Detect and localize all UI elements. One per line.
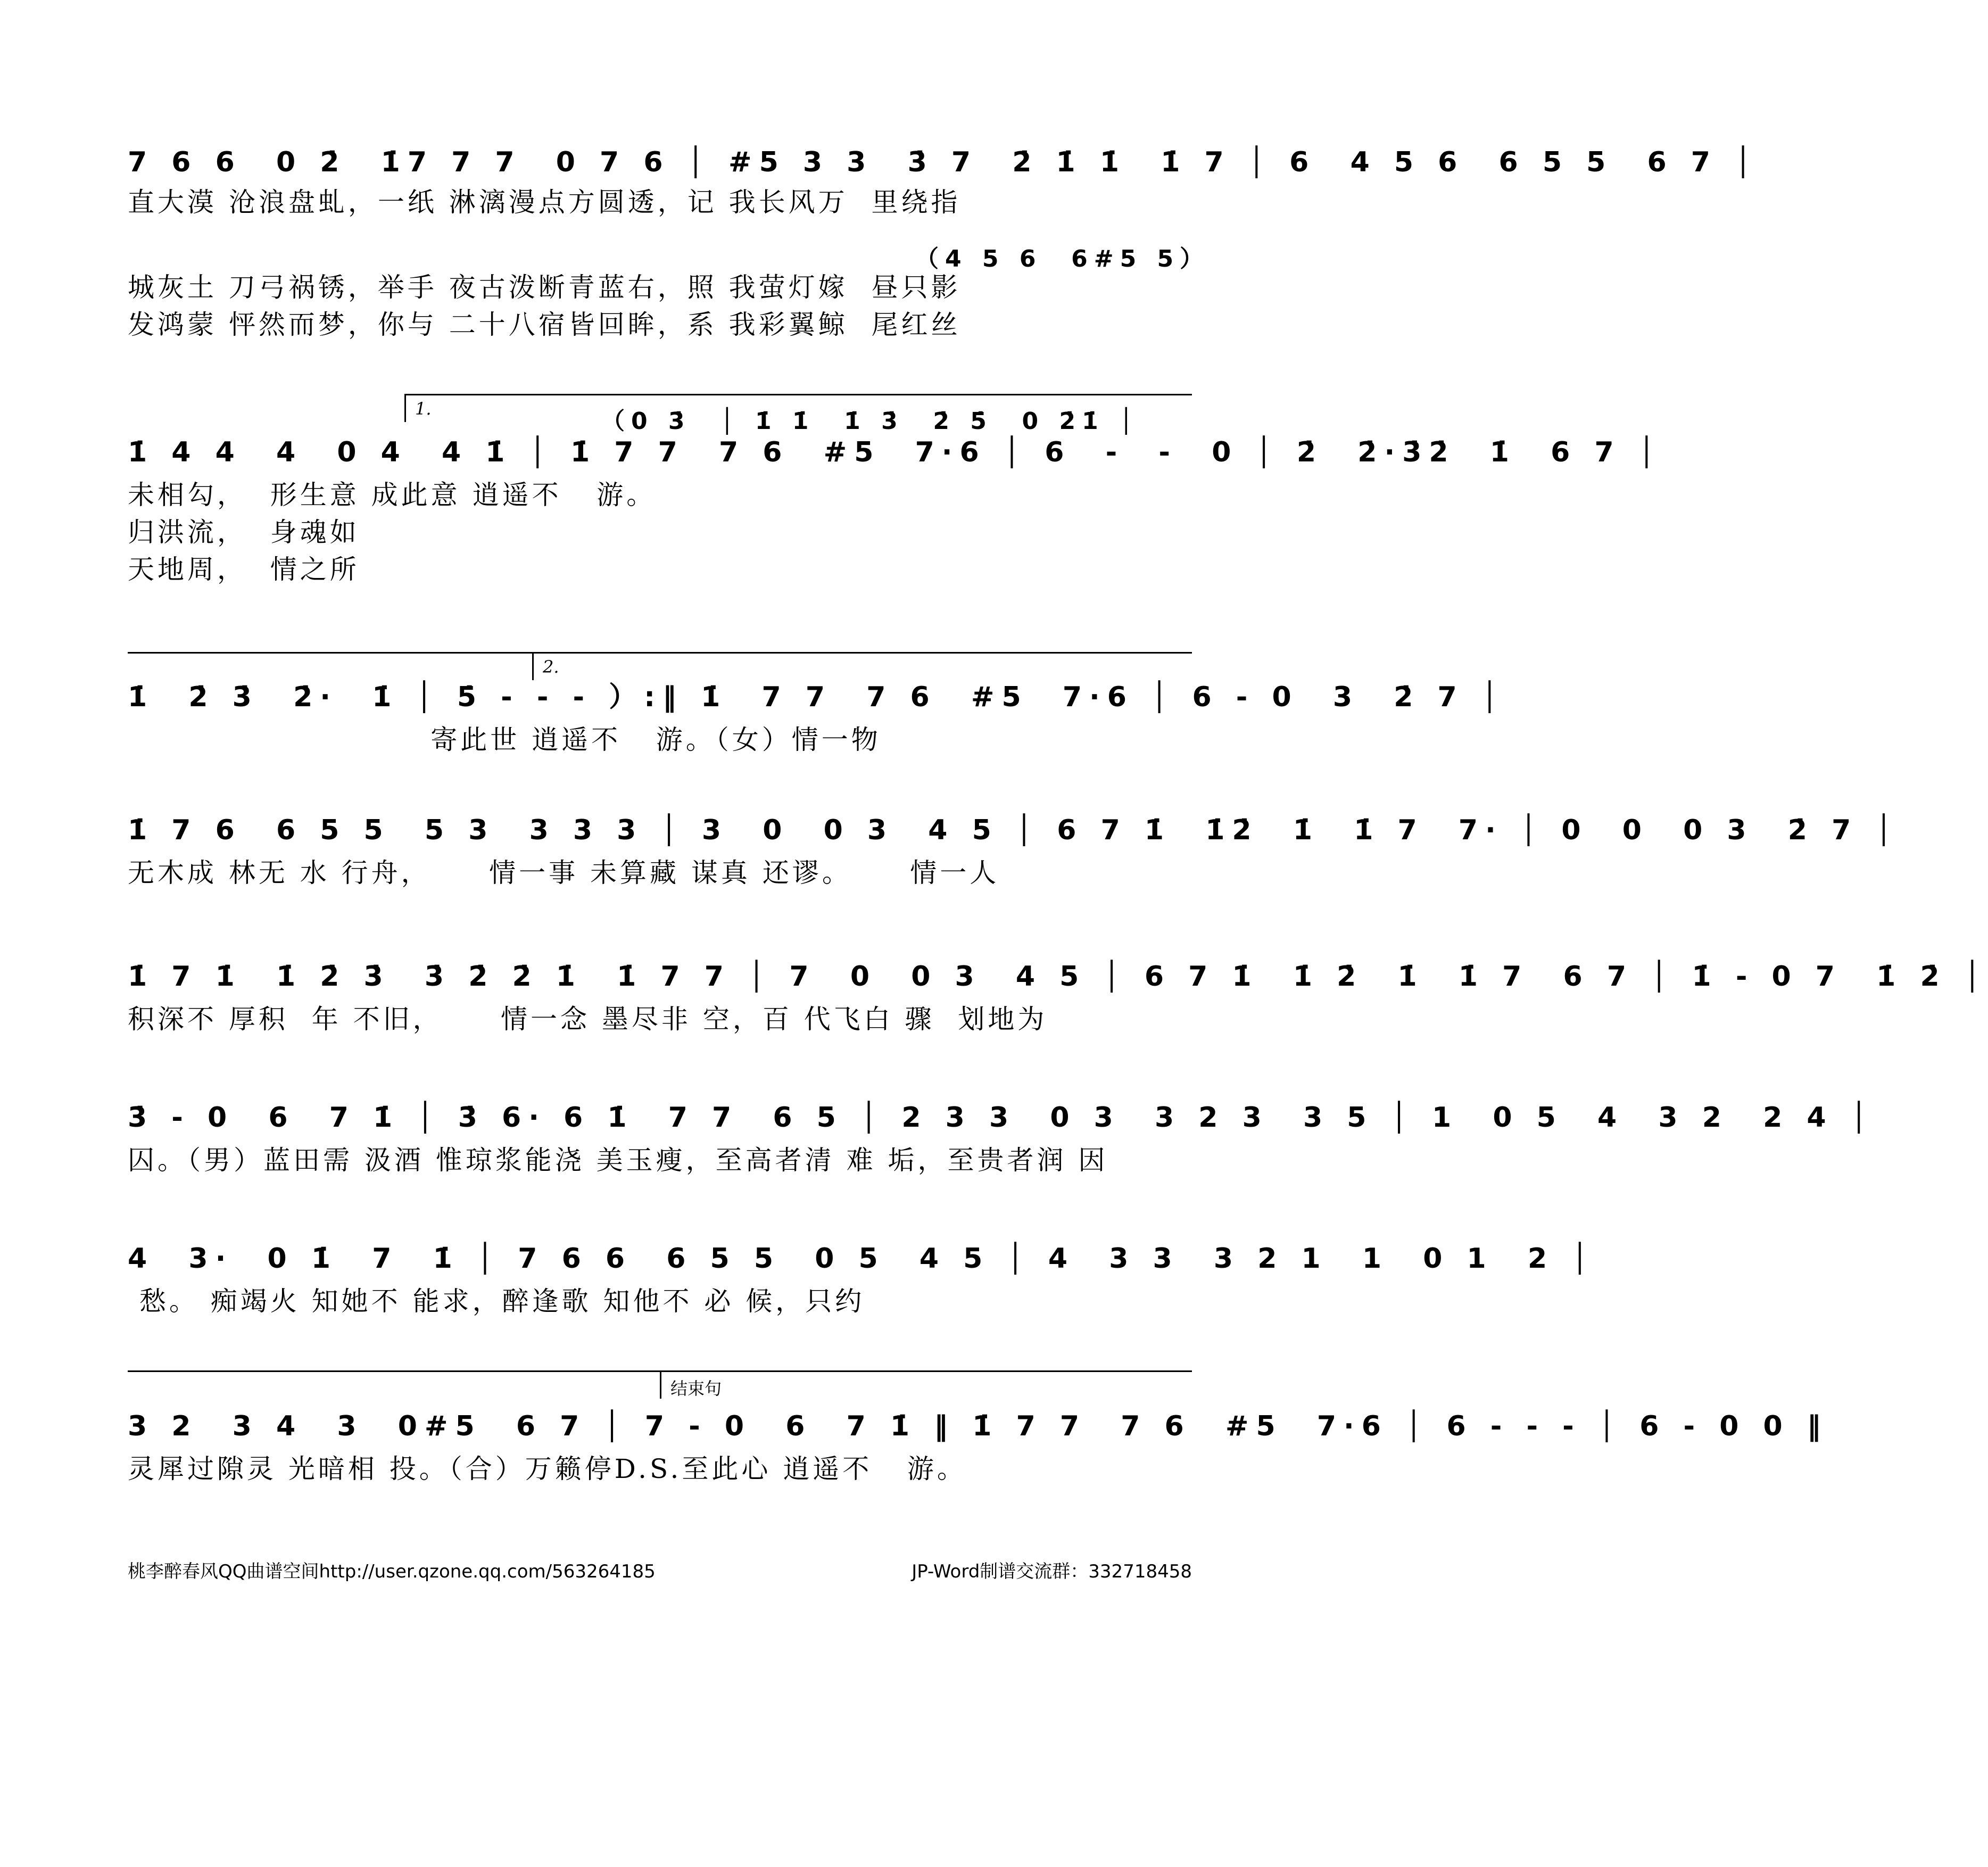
notation-line: 7 6 6 0 2̇ 1̇7 7 7 0 7 6 │ #5 3 3 3̇ 7 2̇ 1̇ 1̇ 1̇ 7 │ 6 4 5 6 6 5 5 6 7 │ <box>128 146 1759 178</box>
lyric-line: 愁。 痴竭火 知她不 能求，醉逢歌 知他不 必 候，只约 <box>128 1286 865 1317</box>
notation-line: 1̇ 7 6 6 5 5 5 3 3 3 3 │ 3 0 0 3 4 5 │ 6 7 1̇ 1̇2̇ 1̇ 1̇ 7 7· │ 0 0 0 3 2̇ 7 │ <box>128 814 1900 846</box>
lyric-line: 寄此世 逍遥不 游。（女）情一物 <box>128 724 881 755</box>
lyric-line: 无木成 林无 水 行舟， 情一事 未算藏 谋真 还谬。 情一人 <box>128 857 1000 888</box>
volta-label: 1. <box>415 399 432 419</box>
volta-label: 2. <box>543 657 559 677</box>
lyric-verse-2: 归洪流， 身魂如 <box>128 517 360 548</box>
notation-line: 1̇ 7 1̇ 1̇ 2̇ 3̇ 3̇ 2̇ 2̇ 1̇ 1̇ 7 7 │ 7 0 0 3 4 5 │ 6 7 1̇ 1̇ 2̇ 1̇ 1̇ 7 6 7 │ 1̇ - 0 7 1̇ 2̇ │ <box>128 961 1988 993</box>
lyric-line: 积深不 厚积 年 不旧， 情一念 墨尽非 空，百 代飞白 骤 划地为 <box>128 1004 1048 1035</box>
lyric-verse-2: 城灰土 刀弓祸锈，举手 夜古泼断青蓝右，照 我萤灯嫁 昼只影 <box>128 272 961 303</box>
notation-line: 3 2 3 4 3 0#5 6 7 │ 7 - 0 6 7 1̇ ‖ 1̇ 7 7 7 6 #5 7·6 │ 6 - - - │ 6 - 0 0 ‖ <box>128 1410 1828 1442</box>
notation-line: 1̇ 2̇ 3̇ 2̇· 1̇ │ 5̇ - - - ）:‖ 1̇ 7 7 7 6 #5 7·6 │ 6 - 0 3 2̇ 7 │ <box>128 681 1506 713</box>
footer-group: JP-Word制谱交流群：332718458 <box>912 1561 1192 1582</box>
notation-line: 1̇ 4 4 4 0 4 4 1̇ │ 1̇ 7 7 7 6 #5 7·6 │ 6 - - 0 │ 2̇ 2̇·3̇2̇ 1̇ 6 7 │ <box>128 436 1663 468</box>
notation-line: 4 3· 0 1̇ 7 1̇ │ 7 6 6 6 5 5 0 5 4 5 │ 4 3 3 3 2 1 1 0 1 2 │ <box>128 1243 1596 1275</box>
instrumental-interlude: （4 5 6 6#5 5） <box>915 245 1210 272</box>
volta-bracket-1 <box>404 394 1192 419</box>
lyric-verse-1: 未相勾， 形生意 成此意 逍遥不 游。 <box>128 480 657 510</box>
lyric-verse-3: 发鸿蒙 怦然而梦，你与 二十八宿皆回眸，系 我彩翼鲸 尾红丝 <box>128 309 961 340</box>
notation-line: 3̇ - 0 6 7 1̇ │ 3̇ 6· 6 1̇ 7 7 6 5 │ 2 3 3 0 3 3 2 3 3 5 │ 1 0 5 4 3 2 2 4 │ <box>128 1102 1875 1134</box>
instrumental-interlude: （0 3̇ │ 1̇ 1̇ 1̇ 3̇ 2̇ 5̇ 0 2̇1̇ │ <box>601 408 1140 435</box>
lyric-verse-3: 天地周， 情之所 <box>128 554 360 585</box>
lyric-verse-1: 直大漠 沧浪盘虬，一纸 淋漓漫点方圆透，记 我长风万 里绕指 <box>128 187 961 218</box>
volta-bracket-2b <box>532 652 1192 677</box>
footer-source: 桃李醉春风QQ曲谱空间http://user.qzone.qq.com/563264185 <box>128 1561 656 1582</box>
lyric-line: 灵犀过隙灵 光暗相 投。（合）万籁停D.S.至此心 逍遥不 游。 <box>128 1453 967 1484</box>
lyric-line: 囚。（男）蓝田需 汲酒 惟琼浆能浇 美玉瘦，至高者清 难 垢，至贵者润 因 <box>128 1145 1108 1176</box>
coda-bracket-left <box>128 1370 660 1372</box>
coda-label: 结束句 <box>670 1378 722 1399</box>
coda-bracket <box>660 1370 1192 1399</box>
